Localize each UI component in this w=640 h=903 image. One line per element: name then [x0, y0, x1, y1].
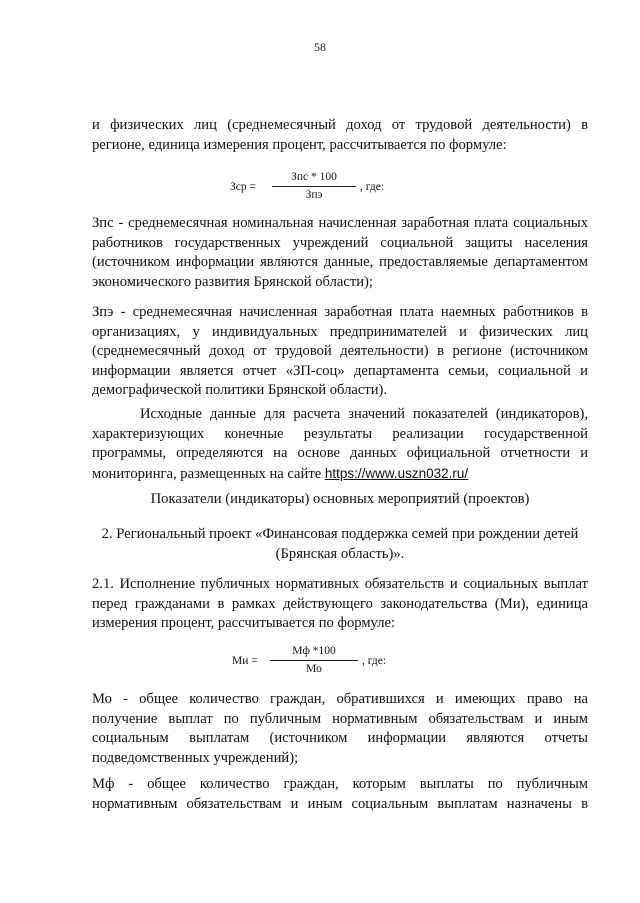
paragraph-source-data	[92, 405, 588, 484]
paragraph-zps-definition: Зпс - среднемесячная номинальная начисленная заработная плата социальных работников государственных учреждений социальной защиты населения (источником информации являются данные, предоставляемые департаментом экономического развития Брянской области);	[92, 215, 588, 290]
formula-zsr	[92, 170, 588, 210]
formula-mi-fraction	[270, 644, 358, 677]
formula-mi	[92, 644, 588, 684]
heading-regional-project	[92, 525, 588, 564]
formula-zsr-tail: , где:	[360, 181, 385, 193]
formula-mi-tail: , где:	[362, 655, 387, 667]
fraction-bar	[272, 186, 356, 187]
heading-project-line1: 2. Региональный проект «Финансовая поддержка семей при рождении детей	[101, 526, 579, 542]
formula-zsr-lhs: Зср =	[230, 181, 256, 193]
fraction-bar	[270, 660, 358, 661]
page-number: 58	[314, 40, 326, 54]
formula-mi-denominator: Мо	[306, 663, 322, 675]
paragraph-mf-definition: Мф - общее количество граждан, которым выплаты по публичным нормативным обязательствам и иным социальным выплатам назначены в	[92, 776, 588, 812]
source-text: Исходные данные для расчета значений показателей (индикаторов), характеризующих конечные результаты реализации государственной программы, определяются на основе данных официальной отчетности и мониторинга, размещенных на сайте	[92, 406, 588, 482]
heading-project-line2: (Брянская область)».	[275, 545, 405, 562]
formula-zsr-fraction	[272, 170, 356, 203]
paragraph-intro: и физических лиц (среднемесячный доход от трудовой деятельности) в регионе, единица измерения процент, рассчитывается по формуле:	[92, 117, 588, 153]
paragraph-zpe-definition: Зпэ - среднемесячная начисленная заработная плата наемных работников в организациях, у индивидуальных предпринимателей и физических лиц (среднемесячный доход от трудовой деятельности) в регионе (источником информации является отчет «ЗП-соц» департамента семьи, социальной и демографической политики Брянской области).	[92, 304, 588, 398]
paragraph-mo-definition: Мо - общее количество граждан, обратившихся и имеющих право на получение выплат по публичным нормативным обязательствам и иным социальным выплатам (источником информации являются отчеты подведомственных учреждений);	[92, 691, 588, 766]
heading-indicators: Показатели (индикаторы) основных мероприятий (проектов)	[150, 491, 530, 507]
formula-mi-lhs: Ми =	[232, 655, 258, 667]
formula-mi-numerator: Мф *100	[292, 645, 336, 657]
formula-zsr-denominator: Зпэ	[305, 189, 323, 201]
source-link[interactable]: https://www.uszn032.ru/	[324, 465, 469, 481]
paragraph-2-1: 2.1. Исполнение публичных нормативных обязательств и социальных выплат перед гражданами в рамках действующего законодательства (Ми), единица измерения процент, рассчитывается по формуле:	[92, 576, 588, 631]
formula-zsr-numerator: Зпс * 100	[291, 171, 337, 183]
